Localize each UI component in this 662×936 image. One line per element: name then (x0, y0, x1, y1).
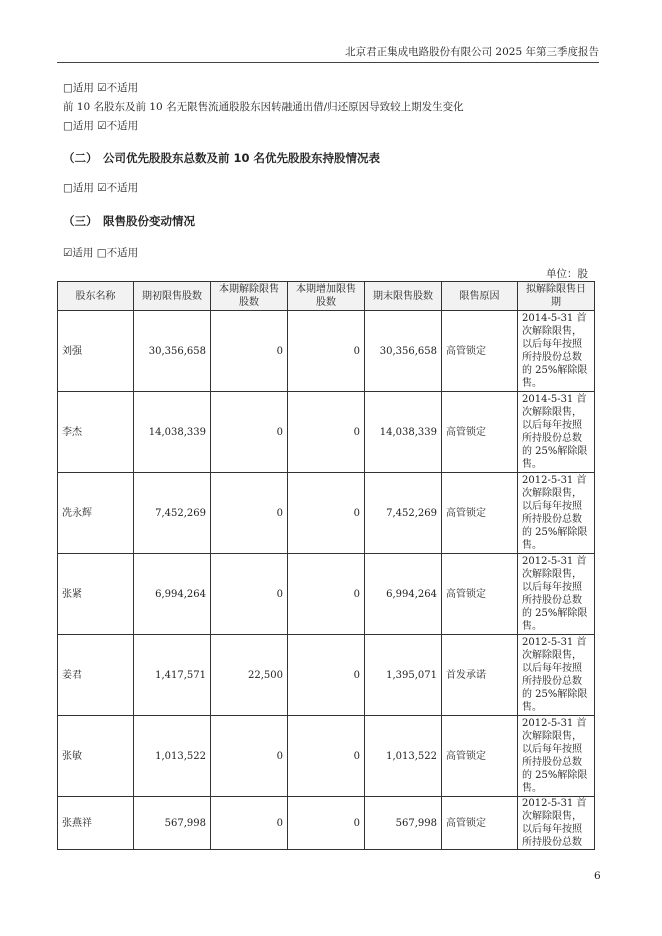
restriction-reason: 高管锁定 (442, 311, 518, 392)
page-number: 6 (594, 870, 601, 882)
release-date: 2012-5-31 首次解除限售，以后每年按照所持股份总数的 25%解除限售。 (518, 635, 595, 716)
release-date: 2012-5-31 首次解除限售，以后每年按照所持股份总数 (518, 797, 595, 850)
header-cell: 本期增加限售股数 (288, 282, 365, 311)
table-row (58, 311, 595, 392)
release-date: 2014-5-31 首次解除限售，以后每年按照所持股份总数的 25%解除限售。 (518, 311, 595, 392)
end-restricted: 1,013,522 (365, 716, 442, 797)
restriction-reason: 高管锁定 (442, 797, 518, 850)
end-restricted: 1,395,071 (365, 635, 442, 716)
header-cell: 限售原因 (442, 282, 518, 311)
applicability-line: □适用 ☑不适用 (63, 182, 139, 194)
change-note: 前 10 名股东及前 10 名无限售流通股股东因转融通出借/归还原因导致较上期发生变化 (63, 101, 464, 113)
end-restricted: 6,994,264 (365, 554, 442, 635)
table-header-row (58, 282, 595, 311)
released-restricted: 0 (211, 554, 288, 635)
section-title: 限售股份变动情况 (103, 214, 195, 228)
begin-restricted: 14,038,339 (134, 392, 211, 473)
table-row (58, 716, 595, 797)
added-restricted: 0 (288, 716, 365, 797)
released-restricted: 22,500 (211, 635, 288, 716)
release-date: 2014-5-31 首次解除限售，以后每年按照所持股份总数的 25%解除限售。 (518, 392, 595, 473)
shareholder-name: 张燕祥 (58, 797, 134, 850)
restriction-reason: 高管锁定 (442, 716, 518, 797)
shareholder-name: 张紧 (58, 554, 134, 635)
shareholder-name: 姜君 (58, 635, 134, 716)
shareholder-name: 张敏 (58, 716, 134, 797)
released-restricted: 0 (211, 392, 288, 473)
table-row (58, 473, 595, 554)
shareholder-name: 刘强 (58, 311, 134, 392)
end-restricted: 7,452,269 (365, 473, 442, 554)
running-header: 北京君正集成电路股份有限公司 2025 年第三季度报告 (57, 44, 599, 63)
end-restricted: 14,038,339 (365, 392, 442, 473)
end-restricted: 30,356,658 (365, 311, 442, 392)
section-heading-preferred-shares (63, 150, 380, 166)
added-restricted: 0 (288, 635, 365, 716)
released-restricted: 0 (211, 473, 288, 554)
restriction-reason: 高管锁定 (442, 554, 518, 635)
added-restricted: 0 (288, 311, 365, 392)
table-row (58, 635, 595, 716)
added-restricted: 0 (288, 797, 365, 850)
begin-restricted: 30,356,658 (134, 311, 211, 392)
section-title: 公司优先股股东总数及前 10 名优先股股东持股情况表 (103, 151, 381, 165)
begin-restricted: 7,452,269 (134, 473, 211, 554)
header-cell: 股东名称 (58, 282, 134, 311)
begin-restricted: 1,013,522 (134, 716, 211, 797)
begin-restricted: 6,994,264 (134, 554, 211, 635)
applicability-line: □适用 ☑不适用 (63, 82, 139, 94)
section-number: （二） (63, 151, 98, 165)
begin-restricted: 1,417,571 (134, 635, 211, 716)
section-number: （三） (63, 214, 98, 228)
restriction-reason: 高管锁定 (442, 473, 518, 554)
begin-restricted: 567,998 (134, 797, 211, 850)
added-restricted: 0 (288, 392, 365, 473)
end-restricted: 567,998 (365, 797, 442, 850)
added-restricted: 0 (288, 554, 365, 635)
section-heading-restricted-shares (63, 213, 195, 229)
header-cell: 期末限售股数 (365, 282, 442, 311)
table-row (58, 392, 595, 473)
restricted-shares-table (57, 281, 595, 850)
shareholder-name: 李杰 (58, 392, 134, 473)
restriction-reason: 首发承诺 (442, 635, 518, 716)
release-date: 2012-5-31 首次解除限售，以后每年按照所持股份总数的 25%解除限售。 (518, 473, 595, 554)
unit-label: 单位：股 (546, 268, 588, 280)
header-cell: 本期解除限售股数 (211, 282, 288, 311)
table-row (58, 554, 595, 635)
release-date: 2012-5-31 首次解除限售，以后每年按照所持股份总数的 25%解除限售。 (518, 554, 595, 635)
table-row (58, 797, 595, 850)
released-restricted: 0 (211, 311, 288, 392)
released-restricted: 0 (211, 797, 288, 850)
header-cell: 期初限售股数 (134, 282, 211, 311)
applicability-line: ☑适用 □不适用 (63, 247, 139, 259)
shareholder-name: 冼永辉 (58, 473, 134, 554)
added-restricted: 0 (288, 473, 365, 554)
applicability-line: □适用 ☑不适用 (63, 120, 139, 132)
restriction-reason: 高管锁定 (442, 392, 518, 473)
released-restricted: 0 (211, 716, 288, 797)
header-cell: 拟解除限售日期 (518, 282, 595, 311)
release-date: 2012-5-31 首次解除限售，以后每年按照所持股份总数的 25%解除限售。 (518, 716, 595, 797)
